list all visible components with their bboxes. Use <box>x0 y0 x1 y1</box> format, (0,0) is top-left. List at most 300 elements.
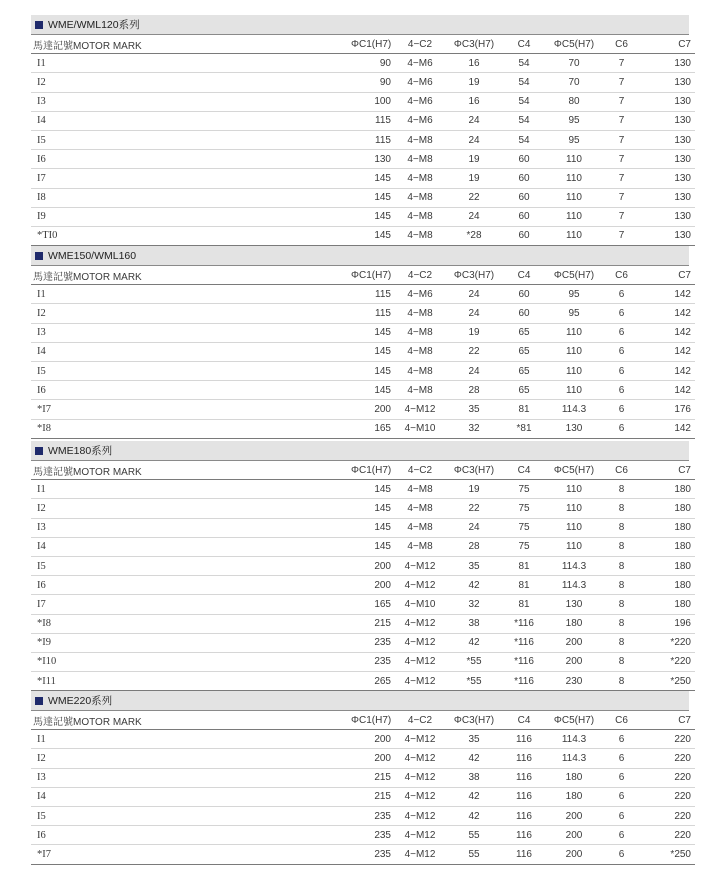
table-cell: 145 <box>351 381 391 400</box>
column-header: C6 <box>599 711 644 730</box>
header-row <box>31 266 695 285</box>
table-cell: 180 <box>644 576 695 595</box>
table-cell: 220 <box>644 749 695 768</box>
table-row <box>31 169 695 188</box>
table-cell: 7 <box>599 226 644 245</box>
table-cell: 24 <box>449 361 499 380</box>
table-cell: 110 <box>549 342 599 361</box>
table-row <box>31 381 695 400</box>
table-cell: 180 <box>644 556 695 575</box>
motor-mark-cell: I3 <box>31 92 351 111</box>
table-row <box>31 54 695 73</box>
table-cell: 4−M8 <box>391 226 449 245</box>
table-cell: 55 <box>449 826 499 845</box>
table-cell: 35 <box>449 730 499 749</box>
motor-mark-cell: I3 <box>31 518 351 537</box>
table-cell: 235 <box>351 652 391 671</box>
motor-mark-cell: I5 <box>31 130 351 149</box>
table-cell: 4−M12 <box>391 787 449 806</box>
table-cell: 80 <box>549 92 599 111</box>
table-cell: 142 <box>644 419 695 438</box>
table-cell: 81 <box>499 400 549 419</box>
table-cell: 24 <box>449 304 499 323</box>
section-1 <box>31 15 689 246</box>
table-cell: 110 <box>549 150 599 169</box>
table-cell: 165 <box>351 595 391 614</box>
motor-mark-cell: *I10 <box>31 652 351 671</box>
table-cell: 130 <box>644 226 695 245</box>
motor-mark-cell: *I11 <box>31 672 351 691</box>
table-row <box>31 400 695 419</box>
table-cell: 116 <box>499 845 549 864</box>
column-header: C6 <box>599 266 644 285</box>
table-cell: 7 <box>599 207 644 226</box>
column-header: 4−C2 <box>391 711 449 730</box>
table-cell: 81 <box>499 576 549 595</box>
table-cell: 8 <box>599 595 644 614</box>
section-title-bar <box>31 441 689 461</box>
table-row <box>31 323 695 342</box>
table-cell: 42 <box>449 787 499 806</box>
table-cell: 4−M8 <box>391 342 449 361</box>
table-row <box>31 361 695 380</box>
table-cell: 95 <box>549 130 599 149</box>
table-cell: 24 <box>449 285 499 304</box>
table-cell: *55 <box>449 672 499 691</box>
table-cell: 116 <box>499 730 549 749</box>
table-cell: 130 <box>644 54 695 73</box>
table-row <box>31 304 695 323</box>
table-row <box>31 499 695 518</box>
table-cell: 4−M12 <box>391 806 449 825</box>
table-cell: 130 <box>644 111 695 130</box>
table-cell: 196 <box>644 614 695 633</box>
table-cell: 60 <box>499 285 549 304</box>
table-cell: 4−M6 <box>391 285 449 304</box>
motor-mark-cell: I9 <box>31 207 351 226</box>
table-cell: 42 <box>449 749 499 768</box>
table-cell: 95 <box>549 285 599 304</box>
table-cell: 4−M10 <box>391 595 449 614</box>
table-cell: *116 <box>499 633 549 652</box>
column-header: ΦC1(H7) <box>351 711 391 730</box>
table-cell: 180 <box>549 768 599 787</box>
table-cell: 7 <box>599 188 644 207</box>
table-row <box>31 556 695 575</box>
table-cell: 110 <box>549 361 599 380</box>
table-cell: 130 <box>549 595 599 614</box>
table-cell: 230 <box>549 672 599 691</box>
table-cell: 8 <box>599 499 644 518</box>
table-cell: 6 <box>599 806 644 825</box>
column-header: ΦC5(H7) <box>549 35 599 54</box>
table-cell: 200 <box>351 576 391 595</box>
table-cell: 60 <box>499 169 549 188</box>
column-header: ΦC1(H7) <box>351 266 391 285</box>
table-row <box>31 845 695 864</box>
column-header: C4 <box>499 35 549 54</box>
table-row <box>31 342 695 361</box>
table-cell: 90 <box>351 73 391 92</box>
table-cell: 16 <box>449 92 499 111</box>
table-cell: 130 <box>644 188 695 207</box>
table-cell: 142 <box>644 381 695 400</box>
table-cell: 19 <box>449 480 499 499</box>
section-title: WME220系列 <box>48 695 113 707</box>
table-cell: 4−M8 <box>391 207 449 226</box>
table-cell: *116 <box>499 672 549 691</box>
table-cell: 176 <box>644 400 695 419</box>
table-row <box>31 806 695 825</box>
table-cell: 8 <box>599 518 644 537</box>
table-cell: 6 <box>599 361 644 380</box>
column-header: 4−C2 <box>391 461 449 480</box>
table-cell: 65 <box>499 381 549 400</box>
table-cell: 130 <box>549 419 599 438</box>
table-cell: *116 <box>499 652 549 671</box>
table-cell: 60 <box>499 188 549 207</box>
column-header: C6 <box>599 461 644 480</box>
column-header: ΦC5(H7) <box>549 711 599 730</box>
motor-mark-cell: I8 <box>31 188 351 207</box>
table-cell: 6 <box>599 419 644 438</box>
spec-table <box>31 35 695 246</box>
column-header: ΦC1(H7) <box>351 35 391 54</box>
column-header: C7 <box>644 711 695 730</box>
table-cell: 4−M10 <box>391 419 449 438</box>
table-cell: 95 <box>549 304 599 323</box>
table-cell: 200 <box>351 749 391 768</box>
table-cell: 8 <box>599 614 644 633</box>
table-row <box>31 633 695 652</box>
table-cell: 38 <box>449 614 499 633</box>
square-bullet-icon <box>35 447 43 455</box>
section-title: WME180系列 <box>48 445 113 457</box>
table-cell: 4−M6 <box>391 92 449 111</box>
table-cell: 54 <box>499 54 549 73</box>
table-cell: 4−M6 <box>391 111 449 130</box>
table-cell: 116 <box>499 768 549 787</box>
table-row <box>31 73 695 92</box>
table-cell: 6 <box>599 826 644 845</box>
table-cell: 220 <box>644 806 695 825</box>
table-cell: 215 <box>351 768 391 787</box>
table-row <box>31 672 695 691</box>
table-cell: 54 <box>499 111 549 130</box>
table-cell: 60 <box>499 207 549 226</box>
header-row <box>31 35 695 54</box>
motor-mark-cell: *I8 <box>31 419 351 438</box>
table-cell: 110 <box>549 480 599 499</box>
table-row <box>31 130 695 149</box>
motor-mark-cell: I5 <box>31 361 351 380</box>
table-cell: 100 <box>351 92 391 111</box>
table-cell: 6 <box>599 768 644 787</box>
table-cell: 114.3 <box>549 556 599 575</box>
table-cell: 4−M6 <box>391 73 449 92</box>
table-cell: 42 <box>449 633 499 652</box>
table-cell: 145 <box>351 518 391 537</box>
table-cell: 22 <box>449 499 499 518</box>
header-row <box>31 461 695 480</box>
table-cell: 130 <box>644 169 695 188</box>
table-cell: 16 <box>449 54 499 73</box>
table-cell: 4−M12 <box>391 556 449 575</box>
table-cell: 4−M12 <box>391 749 449 768</box>
table-cell: 54 <box>499 92 549 111</box>
table-cell: 130 <box>644 150 695 169</box>
table-row <box>31 787 695 806</box>
table-cell: 6 <box>599 381 644 400</box>
section-4 <box>31 691 689 865</box>
table-cell: 19 <box>449 150 499 169</box>
table-cell: 19 <box>449 169 499 188</box>
table-cell: 4−M8 <box>391 537 449 556</box>
motor-mark-cell: I7 <box>31 595 351 614</box>
table-row <box>31 226 695 245</box>
motor-mark-cell: I5 <box>31 556 351 575</box>
table-cell: *250 <box>644 672 695 691</box>
table-cell: 4−M12 <box>391 400 449 419</box>
motor-mark-cell: I2 <box>31 73 351 92</box>
table-cell: 265 <box>351 672 391 691</box>
table-row <box>31 111 695 130</box>
table-cell: 6 <box>599 749 644 768</box>
table-cell: 4−M8 <box>391 323 449 342</box>
table-cell: 145 <box>351 323 391 342</box>
table-cell: 142 <box>644 285 695 304</box>
table-cell: 7 <box>599 130 644 149</box>
table-row <box>31 537 695 556</box>
table-cell: 60 <box>499 226 549 245</box>
column-header: 馬達記號MOTOR MARK <box>31 266 351 285</box>
table-cell: 165 <box>351 419 391 438</box>
table-cell: 114.3 <box>549 400 599 419</box>
table-cell: 114.3 <box>549 749 599 768</box>
table-cell: 54 <box>499 130 549 149</box>
table-cell: 24 <box>449 130 499 149</box>
table-cell: 115 <box>351 130 391 149</box>
table-cell: *220 <box>644 652 695 671</box>
square-bullet-icon <box>35 21 43 29</box>
table-row <box>31 518 695 537</box>
table-cell: 145 <box>351 537 391 556</box>
column-header: 馬達記號MOTOR MARK <box>31 711 351 730</box>
table-row <box>31 92 695 111</box>
table-cell: 7 <box>599 150 644 169</box>
table-cell: 200 <box>549 826 599 845</box>
table-cell: 28 <box>449 537 499 556</box>
table-cell: 4−M12 <box>391 845 449 864</box>
table-cell: 4−M8 <box>391 518 449 537</box>
table-cell: 75 <box>499 480 549 499</box>
column-header: 馬達記號MOTOR MARK <box>31 461 351 480</box>
motor-mark-cell: I4 <box>31 342 351 361</box>
table-cell: 200 <box>351 556 391 575</box>
table-row <box>31 730 695 749</box>
table-cell: 116 <box>499 787 549 806</box>
table-cell: 24 <box>449 111 499 130</box>
table-cell: 65 <box>499 361 549 380</box>
table-cell: 4−M8 <box>391 150 449 169</box>
table-cell: 55 <box>449 845 499 864</box>
table-cell: 35 <box>449 400 499 419</box>
table-cell: 145 <box>351 342 391 361</box>
section-title-bar <box>31 246 689 266</box>
table-row <box>31 614 695 633</box>
table-cell: 35 <box>449 556 499 575</box>
table-cell: *81 <box>499 419 549 438</box>
table-cell: 6 <box>599 845 644 864</box>
table-cell: 220 <box>644 826 695 845</box>
table-cell: 75 <box>499 537 549 556</box>
section-title: WME/WML120系列 <box>48 19 140 31</box>
table-row <box>31 419 695 438</box>
table-cell: 200 <box>351 400 391 419</box>
table-cell: *250 <box>644 845 695 864</box>
table-cell: 180 <box>644 499 695 518</box>
table-cell: 220 <box>644 787 695 806</box>
column-header: 4−C2 <box>391 35 449 54</box>
spec-table <box>31 461 695 691</box>
section-title-bar <box>31 15 689 35</box>
square-bullet-icon <box>35 252 43 260</box>
table-cell: 4−M12 <box>391 633 449 652</box>
table-cell: 8 <box>599 480 644 499</box>
table-cell: 65 <box>499 323 549 342</box>
column-header: C4 <box>499 711 549 730</box>
motor-mark-cell: *I7 <box>31 400 351 419</box>
table-cell: 145 <box>351 207 391 226</box>
motor-mark-cell: I6 <box>31 381 351 400</box>
table-cell: 215 <box>351 787 391 806</box>
table-cell: 70 <box>549 54 599 73</box>
table-cell: 7 <box>599 111 644 130</box>
table-cell: *55 <box>449 652 499 671</box>
table-cell: 28 <box>449 381 499 400</box>
column-header: ΦC3(H7) <box>449 266 499 285</box>
table-cell: 8 <box>599 576 644 595</box>
table-cell: 24 <box>449 207 499 226</box>
table-cell: 116 <box>499 826 549 845</box>
table-row <box>31 826 695 845</box>
table-cell: 6 <box>599 304 644 323</box>
table-cell: 60 <box>499 304 549 323</box>
table-cell: 19 <box>449 323 499 342</box>
motor-mark-cell: *I8 <box>31 614 351 633</box>
table-cell: 4−M8 <box>391 169 449 188</box>
table-cell: 114.3 <box>549 730 599 749</box>
motor-mark-cell: I2 <box>31 749 351 768</box>
table-cell: 6 <box>599 323 644 342</box>
column-header: 4−C2 <box>391 266 449 285</box>
table-cell: 200 <box>549 806 599 825</box>
table-cell: 200 <box>351 730 391 749</box>
table-row <box>31 768 695 787</box>
table-cell: 220 <box>644 768 695 787</box>
table-cell: 6 <box>599 787 644 806</box>
motor-mark-cell: I3 <box>31 323 351 342</box>
table-cell: 116 <box>499 806 549 825</box>
motor-mark-cell: I4 <box>31 537 351 556</box>
table-cell: 180 <box>644 537 695 556</box>
table-cell: 145 <box>351 499 391 518</box>
table-cell: 75 <box>499 518 549 537</box>
table-cell: 95 <box>549 111 599 130</box>
motor-mark-cell: I1 <box>31 54 351 73</box>
table-cell: 142 <box>644 323 695 342</box>
table-cell: 22 <box>449 342 499 361</box>
table-cell: 42 <box>449 576 499 595</box>
table-cell: 4−M8 <box>391 130 449 149</box>
motor-mark-cell: I4 <box>31 787 351 806</box>
table-cell: *28 <box>449 226 499 245</box>
table-row <box>31 576 695 595</box>
table-cell: 130 <box>351 150 391 169</box>
table-cell: 235 <box>351 826 391 845</box>
table-cell: 180 <box>549 787 599 806</box>
table-cell: 81 <box>499 595 549 614</box>
table-cell: 110 <box>549 188 599 207</box>
table-cell: 8 <box>599 633 644 652</box>
motor-mark-cell: I1 <box>31 480 351 499</box>
table-cell: 4−M8 <box>391 304 449 323</box>
table-cell: 145 <box>351 226 391 245</box>
table-cell: 142 <box>644 361 695 380</box>
table-cell: 4−M12 <box>391 672 449 691</box>
column-header: C7 <box>644 461 695 480</box>
table-cell: 110 <box>549 381 599 400</box>
table-cell: 130 <box>644 92 695 111</box>
table-cell: 24 <box>449 518 499 537</box>
table-cell: 42 <box>449 806 499 825</box>
section-2 <box>31 246 689 439</box>
table-cell: 115 <box>351 304 391 323</box>
table-cell: 180 <box>644 518 695 537</box>
table-cell: 6 <box>599 400 644 419</box>
spec-table <box>31 266 695 439</box>
table-cell: 130 <box>644 130 695 149</box>
motor-mark-cell: I2 <box>31 304 351 323</box>
table-cell: 4−M12 <box>391 826 449 845</box>
table-cell: 145 <box>351 169 391 188</box>
table-cell: 114.3 <box>549 576 599 595</box>
table-cell: 145 <box>351 361 391 380</box>
table-cell: 130 <box>644 73 695 92</box>
column-header: C7 <box>644 266 695 285</box>
square-bullet-icon <box>35 697 43 705</box>
column-header: ΦC3(H7) <box>449 35 499 54</box>
column-header: ΦC5(H7) <box>549 266 599 285</box>
table-row <box>31 480 695 499</box>
table-cell: 75 <box>499 499 549 518</box>
table-cell: 54 <box>499 73 549 92</box>
table-cell: 4−M8 <box>391 361 449 380</box>
table-cell: 7 <box>599 73 644 92</box>
motor-mark-cell: I1 <box>31 285 351 304</box>
table-cell: 22 <box>449 188 499 207</box>
section-title-bar <box>31 691 689 711</box>
table-cell: 110 <box>549 226 599 245</box>
table-cell: 115 <box>351 111 391 130</box>
table-cell: 19 <box>449 73 499 92</box>
table-cell: 235 <box>351 806 391 825</box>
table-cell: 32 <box>449 419 499 438</box>
table-cell: 115 <box>351 285 391 304</box>
motor-mark-cell: I2 <box>31 499 351 518</box>
table-cell: 4−M6 <box>391 54 449 73</box>
motor-mark-cell: I7 <box>31 169 351 188</box>
